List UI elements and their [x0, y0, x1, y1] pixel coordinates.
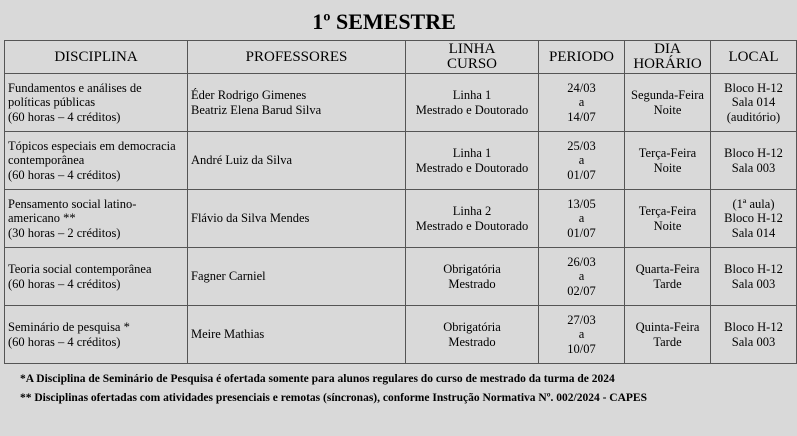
header-local: LOCAL: [711, 41, 797, 74]
cell-local: Bloco H-12 Sala 003: [711, 306, 797, 364]
schedule-table: [4, 40, 797, 364]
cell-linha-curso: Obrigatória Mestrado: [406, 248, 539, 306]
cell-linha-curso: Obrigatória Mestrado: [406, 306, 539, 364]
table-row: [5, 248, 797, 306]
footnote-remote-classes: ** Disciplinas ofertadas com atividades presenciais e remotas (síncronas), conforme Instrução Normativa Nº. 002/2024 - CAPES: [20, 392, 647, 404]
cell-linha-curso: Linha 2 Mestrado e Doutorado: [406, 190, 539, 248]
cell-professores: Meire Mathias: [188, 306, 406, 364]
table-row: [5, 190, 797, 248]
cell-professores: Éder Rodrigo Gimenes Beatriz Elena Barud Silva: [188, 74, 406, 132]
cell-disciplina: Fundamentos e análises de políticas públicas (60 horas – 4 créditos): [5, 74, 188, 132]
header-periodo: PERIODO: [539, 41, 625, 74]
header-professores: PROFESSORES: [188, 41, 406, 74]
cell-dia-horario: Terça-Feira Noite: [625, 132, 711, 190]
cell-dia-horario: Segunda-Feira Noite: [625, 74, 711, 132]
cell-local: Bloco H-12 Sala 003: [711, 248, 797, 306]
cell-periodo: 25/03 a 01/07: [539, 132, 625, 190]
cell-professores: Fagner Carniel: [188, 248, 406, 306]
cell-local: Bloco H-12 Sala 014 (auditório): [711, 74, 797, 132]
cell-disciplina: Seminário de pesquisa * (60 horas – 4 créditos): [5, 306, 188, 364]
header-linha-curso: LINHA CURSO: [406, 41, 539, 74]
header-dia-horario: DIA HORÁRIO: [625, 41, 711, 74]
table-row: [5, 132, 797, 190]
table-row: [5, 74, 797, 132]
cell-linha-curso: Linha 1 Mestrado e Doutorado: [406, 74, 539, 132]
cell-periodo: 27/03 a 10/07: [539, 306, 625, 364]
cell-periodo: 13/05 a 01/07: [539, 190, 625, 248]
footnote-seminario: *A Disciplina de Seminário de Pesquisa é ofertada somente para alunos regulares do curso de mestrado da turma de 2024: [20, 373, 615, 385]
cell-disciplina: Pensamento social latino-americano ** (30 horas – 2 créditos): [5, 190, 188, 248]
cell-local: Bloco H-12 Sala 003: [711, 132, 797, 190]
cell-local: (1ª aula) Bloco H-12 Sala 014: [711, 190, 797, 248]
footnotes: [20, 370, 764, 408]
table-header-row: [5, 41, 797, 74]
page-title: 1º SEMESTRE: [312, 9, 456, 34]
header-disciplina: DISCIPLINA: [5, 41, 188, 74]
cell-professores: André Luiz da Silva: [188, 132, 406, 190]
cell-professores: Flávio da Silva Mendes: [188, 190, 406, 248]
cell-disciplina: Teoria social contemporânea (60 horas – 4 créditos): [5, 248, 188, 306]
cell-disciplina: Tópicos especiais em democracia contemporânea (60 horas – 4 créditos): [5, 132, 188, 190]
cell-dia-horario: Quinta-Feira Tarde: [625, 306, 711, 364]
table-row: [5, 306, 797, 364]
cell-linha-curso: Linha 1 Mestrado e Doutorado: [406, 132, 539, 190]
cell-periodo: 24/03 a 14/07: [539, 74, 625, 132]
cell-dia-horario: Quarta-Feira Tarde: [625, 248, 711, 306]
cell-periodo: 26/03 a 02/07: [539, 248, 625, 306]
cell-dia-horario: Terça-Feira Noite: [625, 190, 711, 248]
